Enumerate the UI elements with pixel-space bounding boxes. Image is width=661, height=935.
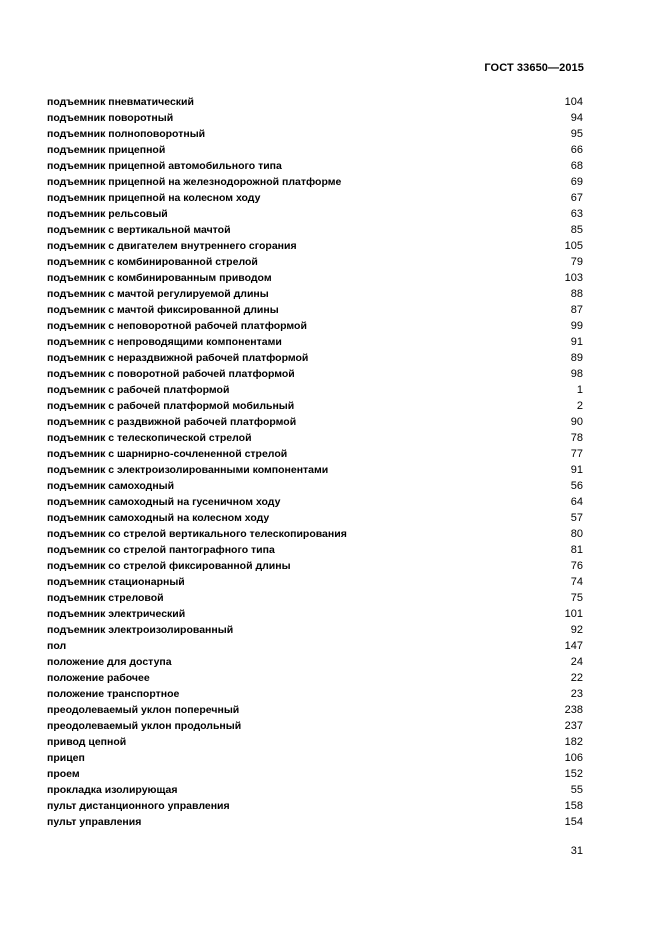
- index-term: прокладка изолирующая: [47, 784, 178, 796]
- alphabetical-index: [47, 94, 583, 830]
- index-entry: [47, 254, 583, 270]
- index-entry: [47, 750, 583, 766]
- index-page-ref: 94: [570, 112, 583, 124]
- index-page-ref: 24: [570, 656, 583, 668]
- index-page-ref: 104: [564, 96, 583, 108]
- index-entry: [47, 670, 583, 686]
- index-term: подъемник с комбинированной стрелой: [47, 256, 258, 268]
- index-entry: [47, 302, 583, 318]
- index-entry: [47, 686, 583, 702]
- index-entry: [47, 110, 583, 126]
- index-entry: [47, 798, 583, 814]
- index-entry: [47, 590, 583, 606]
- index-entry: [47, 158, 583, 174]
- index-term: подъемник с непроводящими компонентами: [47, 336, 282, 348]
- index-entry: [47, 638, 583, 654]
- index-page-ref: 92: [570, 624, 583, 636]
- index-page-ref: 64: [570, 496, 583, 508]
- index-page-ref: 23: [570, 688, 583, 700]
- index-page-ref: 99: [570, 320, 583, 332]
- index-page-ref: 158: [564, 800, 583, 812]
- index-entry: [47, 222, 583, 238]
- index-page-ref: 22: [570, 672, 583, 684]
- index-entry: [47, 766, 583, 782]
- index-page-ref: 103: [564, 272, 583, 284]
- index-entry: [47, 702, 583, 718]
- index-page-ref: 95: [570, 128, 583, 140]
- document-header: ГОСТ 33650—2015: [484, 62, 584, 74]
- index-entry: [47, 654, 583, 670]
- index-page-ref: 55: [570, 784, 583, 796]
- index-page-ref: 56: [570, 480, 583, 492]
- index-page-ref: 91: [570, 464, 583, 476]
- index-term: подъемник с электроизолированными компонентами: [47, 464, 329, 476]
- index-page-ref: 182: [564, 736, 583, 748]
- index-entry: [47, 334, 583, 350]
- index-term: подъемник самоходный: [47, 480, 175, 492]
- index-term: подъемник стреловой: [47, 592, 164, 604]
- index-entry: [47, 142, 583, 158]
- index-term: подъемник пневматический: [47, 96, 194, 108]
- index-page-ref: 66: [570, 144, 583, 156]
- index-term: подъемник прицепной на колесном ходу: [47, 192, 261, 204]
- index-entry: [47, 398, 583, 414]
- index-term: подъемник с мачтой фиксированной длины: [47, 304, 279, 316]
- index-entry: [47, 430, 583, 446]
- index-entry: [47, 174, 583, 190]
- index-entry: [47, 718, 583, 734]
- index-page-ref: 101: [564, 608, 583, 620]
- index-page-ref: 63: [570, 208, 583, 220]
- index-entry: [47, 286, 583, 302]
- index-term: подъемник с телескопической стрелой: [47, 432, 252, 444]
- index-entry: [47, 526, 583, 542]
- index-page-ref: 57: [570, 512, 583, 524]
- index-term: подъемник прицепной: [47, 144, 166, 156]
- index-term: положение для доступа: [47, 656, 172, 668]
- index-entry: [47, 94, 583, 110]
- index-term: подъемник со стрелой пантографного типа: [47, 544, 275, 556]
- index-page-ref: 67: [570, 192, 583, 204]
- index-entry: [47, 238, 583, 254]
- index-term: подъемник с нераздвижной рабочей платформой: [47, 352, 309, 364]
- index-entry: [47, 206, 583, 222]
- index-page-ref: 88: [570, 288, 583, 300]
- index-entry: [47, 542, 583, 558]
- index-entry: [47, 366, 583, 382]
- index-term: проем: [47, 768, 80, 780]
- index-page-ref: 147: [564, 640, 583, 652]
- index-entry: [47, 350, 583, 366]
- index-term: прицеп: [47, 752, 85, 764]
- index-entry: [47, 814, 583, 830]
- index-term: подъемник со стрелой вертикального телескопирования: [47, 528, 347, 540]
- index-term: пульт управления: [47, 816, 142, 828]
- index-entry: [47, 126, 583, 142]
- index-entry: [47, 782, 583, 798]
- index-page-ref: 68: [570, 160, 583, 172]
- index-entry: [47, 494, 583, 510]
- index-entry: [47, 318, 583, 334]
- index-term: подъемник электрический: [47, 608, 186, 620]
- index-page-ref: 105: [564, 240, 583, 252]
- index-page-ref: 76: [570, 560, 583, 572]
- page-number: 31: [570, 845, 583, 857]
- index-page-ref: 75: [570, 592, 583, 604]
- index-entry: [47, 478, 583, 494]
- index-entry: [47, 622, 583, 638]
- index-term: подъемник с поворотной рабочей платформой: [47, 368, 295, 380]
- index-term: положение транспортное: [47, 688, 180, 700]
- index-term: подъемник с раздвижной рабочей платформой: [47, 416, 297, 428]
- index-page-ref: 154: [564, 816, 583, 828]
- index-term: подъемник стационарный: [47, 576, 185, 588]
- index-page-ref: 78: [570, 432, 583, 444]
- index-entry: [47, 270, 583, 286]
- index-term: положение рабочее: [47, 672, 150, 684]
- index-page-ref: 80: [570, 528, 583, 540]
- index-entry: [47, 574, 583, 590]
- index-page-ref: 74: [570, 576, 583, 588]
- index-page-ref: 237: [564, 720, 583, 732]
- index-term: подъемник самоходный на колесном ходу: [47, 512, 270, 524]
- index-page-ref: 69: [570, 176, 583, 188]
- index-term: подъемник поворотный: [47, 112, 174, 124]
- index-term: подъемник рельсовый: [47, 208, 168, 220]
- index-term: пульт дистанционного управления: [47, 800, 230, 812]
- index-entry: [47, 414, 583, 430]
- index-term: подъемник с комбинированным приводом: [47, 272, 272, 284]
- index-term: преодолеваемый уклон продольный: [47, 720, 242, 732]
- index-term: привод цепной: [47, 736, 127, 748]
- index-term: подъемник прицепной автомобильного типа: [47, 160, 282, 172]
- index-page-ref: 152: [564, 768, 583, 780]
- index-term: подъемник с шарнирно-сочлененной стрелой: [47, 448, 288, 460]
- index-page-ref: 77: [570, 448, 583, 460]
- index-page-ref: 1: [576, 384, 583, 396]
- index-page-ref: 81: [570, 544, 583, 556]
- index-term: подъемник с вертикальной мачтой: [47, 224, 231, 236]
- index-page-ref: 106: [564, 752, 583, 764]
- index-entry: [47, 606, 583, 622]
- index-term: подъемник со стрелой фиксированной длины: [47, 560, 291, 572]
- index-term: преодолеваемый уклон поперечный: [47, 704, 240, 716]
- index-entry: [47, 510, 583, 526]
- index-entry: [47, 558, 583, 574]
- index-term: подъемник прицепной на железнодорожной платформе: [47, 176, 342, 188]
- index-page-ref: 90: [570, 416, 583, 428]
- index-term: подъемник электроизолированный: [47, 624, 234, 636]
- index-term: подъемник с мачтой регулируемой длины: [47, 288, 269, 300]
- index-page-ref: 2: [576, 400, 583, 412]
- index-term: подъемник полноповоротный: [47, 128, 206, 140]
- index-entry: [47, 462, 583, 478]
- index-term: пол: [47, 640, 67, 652]
- index-page-ref: 98: [570, 368, 583, 380]
- index-entry: [47, 382, 583, 398]
- index-entry: [47, 190, 583, 206]
- index-term: подъемник самоходный на гусеничном ходу: [47, 496, 281, 508]
- index-entry: [47, 734, 583, 750]
- index-page-ref: 79: [570, 256, 583, 268]
- index-term: подъемник с рабочей платформой мобильный: [47, 400, 295, 412]
- index-term: подъемник с неповоротной рабочей платформой: [47, 320, 307, 332]
- index-entry: [47, 446, 583, 462]
- index-term: подъемник с двигателем внутреннего сгорания: [47, 240, 297, 252]
- index-page-ref: 85: [570, 224, 583, 236]
- index-page-ref: 89: [570, 352, 583, 364]
- index-page-ref: 87: [570, 304, 583, 316]
- index-page-ref: 238: [564, 704, 583, 716]
- index-page-ref: 91: [570, 336, 583, 348]
- index-term: подъемник с рабочей платформой: [47, 384, 230, 396]
